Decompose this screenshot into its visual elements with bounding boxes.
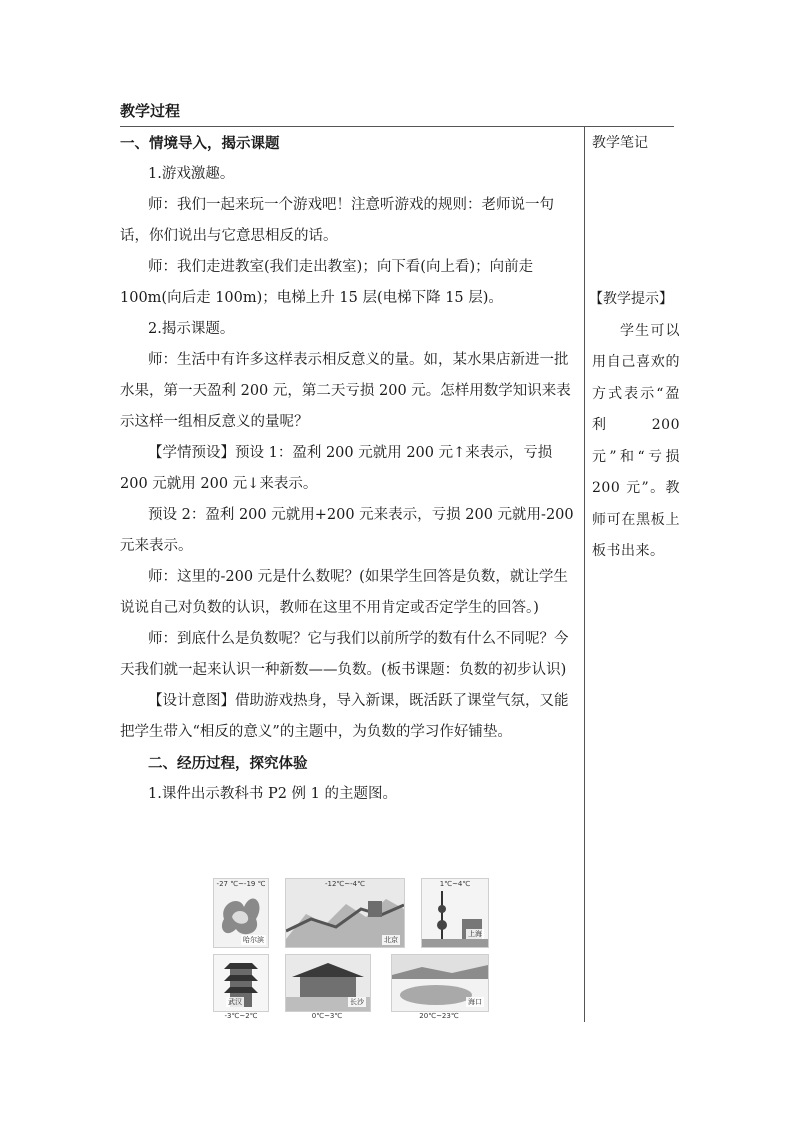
page-title: 教学过程 xyxy=(120,102,181,120)
lesson-paragraph: 师：生活中有许多这样表示相反意义的量。如，某水果店新进一批水果，第一天盈利 200 元，第二天亏损 200 元。怎样用数学知识来表示这样一组相反意义的量呢？ xyxy=(120,352,571,430)
wuhan-photo xyxy=(213,954,269,1012)
lesson-paragraph: 师：我们走进教室(我们走出教室)；向下看(向上看)；向前走100m(向后走 100m)；电梯上升 15 层(电梯下降 15 层)。 xyxy=(120,259,534,306)
lesson-paragraph: 二、经历过程，探究体验 xyxy=(148,755,308,772)
wuhan-temperature: -3℃~2℃ xyxy=(224,1012,258,1020)
lesson-paragraph: 师：这里的-200 元是什么数呢？(如果学生回答是负数，就让学生说说自己对负数的认识，教师在这里不用肯定或否定学生的回答。) xyxy=(120,569,568,616)
teaching-tip-text: 学生可以用自己喜欢的方式表示“盈利 200 元”和“亏损 200 元”。教师可在黑板上板书出来。 xyxy=(592,322,680,559)
teaching-tip xyxy=(589,284,680,568)
changsha-photo xyxy=(285,954,371,1012)
wuhan-label: 武汉 xyxy=(228,998,242,1006)
lesson-paragraph: 【设计意图】借助游戏热身，导入新课，既活跃了课堂气氛，又能把学生带入“相反的意义”的主题中，为负数的学习作好铺垫。 xyxy=(120,693,569,740)
shanghai-label: 上海 xyxy=(468,930,482,938)
changsha-label: 长沙 xyxy=(350,998,364,1006)
shanghai-photo xyxy=(421,878,489,948)
lesson-paragraph: 一、情境导入，揭示课题 xyxy=(120,135,280,152)
shanghai-temperature: 1℃~4℃ xyxy=(439,880,471,888)
lesson-paragraph: 1.课件出示教科书 P2 例 1 的主题图。 xyxy=(148,786,397,802)
lesson-paragraph: 1.游戏激趣。 xyxy=(148,166,235,182)
table-top-rule xyxy=(120,126,674,127)
haikou-label: 海口 xyxy=(468,998,482,1006)
lesson-paragraph: 师：到底什么是负数呢？它与我们以前所学的数有什么不同呢？今天我们就一起来认识一种新数——负数。(板书课题：负数的初步认识) xyxy=(120,631,569,678)
teaching-tip-heading: 【教学提示】 xyxy=(589,291,673,307)
harbin-photo xyxy=(213,878,269,948)
haikou-temperature: 20℃~23℃ xyxy=(419,1012,459,1020)
city-temperature-figure xyxy=(213,878,489,1020)
lesson-paragraph: 【学情预设】预设 1：盈利 200 元就用 200 元↑来表示，亏损 200 元就用 200 元↓来表示。 xyxy=(120,445,553,492)
lesson-paragraph: 师：我们一起来玩一个游戏吧！注意听游戏的规则：老师说一句话，你们说出与它意思相反的话。 xyxy=(120,197,554,244)
lesson-paragraph: 预设 2：盈利 200 元就用+200 元来表示，亏损 200 元就用-200 元来表示。 xyxy=(120,507,574,554)
beijing-temperature: -12℃~-4℃ xyxy=(324,880,365,888)
harbin-label: 哈尔滨 xyxy=(243,936,264,944)
haikou-photo xyxy=(391,954,489,1012)
changsha-temperature: 0℃~3℃ xyxy=(311,1012,343,1020)
column-divider xyxy=(584,126,585,1022)
lesson-paragraph: 2.揭示课题。 xyxy=(148,321,235,337)
beijing-photo xyxy=(285,878,405,948)
beijing-label: 北京 xyxy=(384,936,398,944)
lesson-body xyxy=(120,128,578,810)
teaching-notes-label: 教学笔记 xyxy=(592,135,648,151)
harbin-temperature: -27 ℃~-19 ℃ xyxy=(216,880,266,888)
